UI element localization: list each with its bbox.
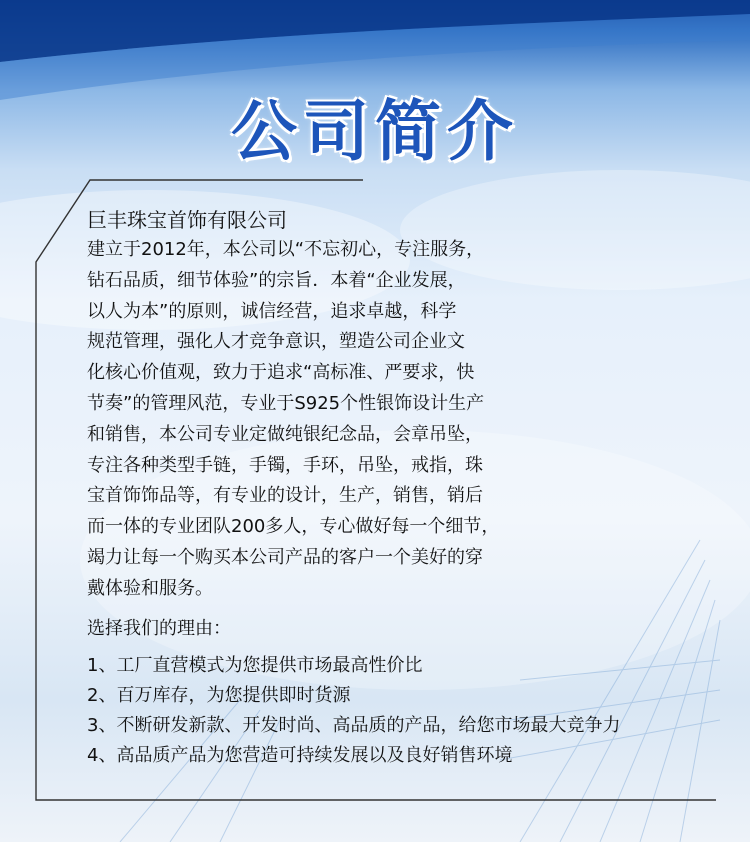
content-panel xyxy=(87,205,717,771)
intro-paragraph xyxy=(87,235,717,605)
intro-line: 节奏”的管理风范，专业于S925个性银饰设计生产 xyxy=(87,392,485,414)
intro-line: 而一体的专业团队200多人，专心做好每一个细节， xyxy=(87,516,500,538)
intro-line: 钻石品质，细节体验”的宗旨．本着“企业发展， xyxy=(87,269,466,291)
reason-item: 4、高品质产品为您营造可持续发展以及良好销售环境 xyxy=(87,744,513,766)
intro-line: 建立于2012年，本公司以“不忘初心，专注服务， xyxy=(87,239,485,260)
page-title: 公司简介 xyxy=(231,93,519,170)
reasons-title: 选择我们的理由： xyxy=(87,617,231,639)
intro-line: 和销售，本公司专业定做纯银纪念品，会章吊坠， xyxy=(87,423,483,445)
intro-line: 戴体验和服务。 xyxy=(87,577,213,599)
reasons-list xyxy=(87,651,717,771)
intro-line: 竭力让每一个购买本公司产品的客户一个美好的穿 xyxy=(87,546,483,568)
company-name: 巨丰珠宝首饰有限公司 xyxy=(87,208,287,232)
reason-item: 2、百万库存，为您提供即时货源 xyxy=(87,684,351,706)
intro-line: 化核心价值观，致力于追求“高标准、严要求，快 xyxy=(87,362,475,384)
intro-line: 专注各种类型手链，手镯，手环，吊坠，戒指，珠 xyxy=(87,454,483,476)
reason-item: 3、不断研发新款、开发时尚、高品质的产品，给您市场最大竞争力 xyxy=(87,714,621,736)
intro-line: 宝首饰饰品等，有专业的设计，生产，销售，销后 xyxy=(87,485,483,507)
reason-item: 1、工厂直营模式为您提供市场最高性价比 xyxy=(87,654,423,676)
intro-line: 以人为本”的原则，诚信经营，追求卓越，科学 xyxy=(87,300,457,322)
intro-line: 规范管理，强化人才竞争意识，塑造公司企业文 xyxy=(87,331,465,353)
